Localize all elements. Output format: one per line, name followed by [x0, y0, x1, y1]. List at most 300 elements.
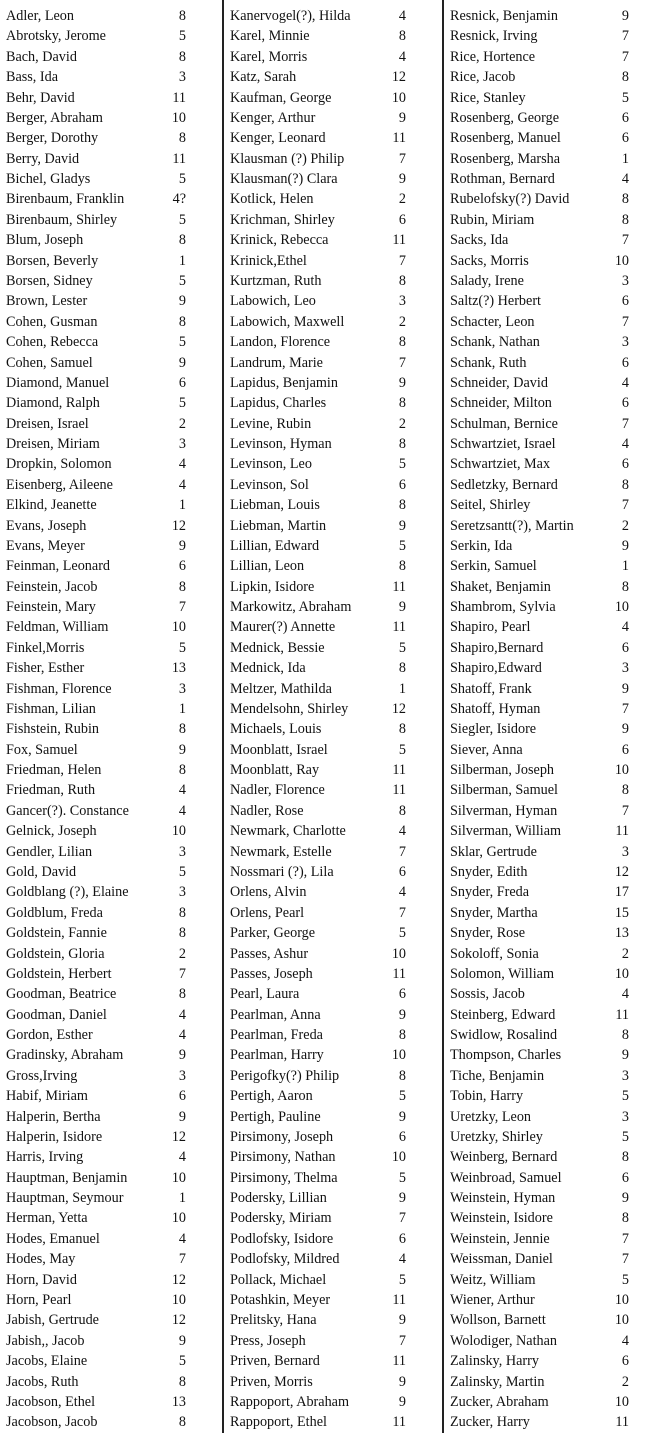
person-number: 7: [621, 48, 629, 65]
roster-row: [224, 699, 442, 719]
person-name: Weissman, Daniel: [450, 1251, 553, 1268]
roster-row: [0, 353, 222, 373]
person-number: 9: [398, 599, 406, 615]
person-number: 9: [178, 1047, 186, 1064]
person-number: 8: [621, 476, 629, 493]
person-name: Levinson, Sol: [230, 476, 309, 493]
person-number: 9: [621, 537, 629, 554]
person-name: Krichman, Shirley: [230, 211, 335, 228]
person-name: Meltzer, Mathilda: [230, 680, 332, 697]
roster-row: [0, 189, 222, 209]
person-number: 5: [178, 1353, 186, 1370]
roster-row: [0, 536, 222, 556]
person-number: 1: [178, 1190, 186, 1206]
roster-row: [444, 1086, 646, 1106]
roster-row: [0, 1249, 222, 1269]
roster-row: [0, 454, 222, 474]
person-number: 6: [621, 130, 629, 147]
roster-row: [224, 434, 442, 454]
person-name: Newmark, Charlotte: [230, 823, 346, 840]
roster-row: [0, 984, 222, 1004]
person-number: 9: [621, 680, 629, 697]
person-name: Shatoff, Frank: [450, 680, 532, 697]
person-name: Schneider, Milton: [450, 395, 552, 412]
person-number: 10: [171, 619, 186, 636]
roster-row: [224, 6, 442, 26]
person-name: Schacter, Leon: [450, 313, 535, 330]
roster-row: [444, 658, 646, 678]
person-number: 11: [392, 578, 406, 595]
roster-row: [0, 1310, 222, 1330]
person-number: 12: [391, 69, 406, 86]
person-number: 7: [398, 1210, 406, 1227]
person-number: 5: [398, 537, 406, 554]
person-name: Dreisen, Miriam: [6, 436, 100, 452]
person-name: Rothman, Bernard: [450, 171, 555, 187]
person-number: 8: [398, 1067, 406, 1084]
person-number: 10: [614, 1312, 629, 1329]
person-number: 4: [621, 436, 629, 452]
person-number: 8: [398, 436, 406, 452]
roster-row: [0, 1208, 222, 1228]
roster-row: [0, 719, 222, 739]
person-name: Borsen, Sidney: [6, 272, 93, 289]
person-number: 3: [178, 884, 186, 901]
person-number: 11: [392, 619, 406, 636]
person-name: Schwartziet, Max: [450, 456, 551, 473]
person-name: Seretzsantt(?), Martin: [450, 517, 574, 534]
roster-row: [0, 414, 222, 434]
person-name: Snyder, Martha: [450, 904, 538, 921]
roster-row: [444, 556, 646, 576]
roster-row: [224, 1086, 442, 1106]
person-name: Pirsimony, Nathan: [230, 1149, 336, 1166]
person-name: Cohen, Samuel: [6, 354, 93, 371]
person-number: 5: [178, 395, 186, 412]
person-number: 12: [391, 700, 406, 717]
person-name: Goodman, Daniel: [6, 1006, 107, 1023]
person-number: 8: [621, 69, 629, 86]
person-name: Zalinsky, Harry: [450, 1353, 539, 1370]
person-name: Berry, David: [6, 150, 80, 167]
person-number: 2: [398, 191, 406, 208]
person-number: 12: [614, 864, 629, 880]
person-number: 8: [178, 721, 186, 738]
roster-row: [0, 26, 222, 46]
person-number: 6: [621, 354, 629, 371]
roster-row: [224, 67, 442, 87]
person-number: 9: [398, 517, 406, 534]
person-number: 2: [621, 945, 629, 962]
roster-row: [0, 1168, 222, 1188]
roster-row: [444, 862, 646, 882]
roster-row: [0, 312, 222, 332]
person-number: 15: [614, 904, 629, 921]
person-number: 10: [171, 823, 186, 840]
person-name: Nossmari (?), Lila: [230, 864, 334, 880]
person-number: 3: [621, 843, 629, 860]
person-number: 12: [171, 517, 186, 534]
person-number: 8: [621, 578, 629, 595]
person-name: Krinick, Rebecca: [230, 232, 329, 249]
roster-row: [224, 1372, 442, 1392]
roster-row: [444, 1229, 646, 1249]
roster-row: [444, 1005, 646, 1025]
person-name: Podlofsky, Mildred: [230, 1251, 340, 1268]
person-name: Shambrom, Sylvia: [450, 599, 556, 615]
person-number: 13: [614, 925, 629, 942]
roster-row: [224, 944, 442, 964]
person-name: Berger, Dorothy: [6, 130, 99, 147]
person-name: Sacks, Ida: [450, 232, 509, 249]
roster-row: [224, 1290, 442, 1310]
person-name: Siegler, Isidore: [450, 721, 537, 738]
roster-row: [224, 1310, 442, 1330]
person-number: 9: [398, 109, 406, 126]
roster-row: [444, 353, 646, 373]
roster-row: [224, 495, 442, 515]
person-number: 6: [621, 639, 629, 656]
person-name: Feinstein, Mary: [6, 599, 96, 615]
person-name: Rappoport, Ethel: [230, 1414, 327, 1431]
roster-row: [224, 617, 442, 637]
person-name: Saltz(?) Herbert: [450, 293, 541, 310]
roster-row: [0, 128, 222, 148]
roster-row: [0, 271, 222, 291]
person-name: Halperin, Isidore: [6, 1128, 103, 1145]
roster-row: [0, 1290, 222, 1310]
person-name: Resnick, Benjamin: [450, 8, 558, 24]
person-name: Borsen, Beverly: [6, 252, 99, 269]
person-number: 8: [398, 721, 406, 738]
person-number: 10: [171, 1210, 186, 1227]
roster-row: [0, 1025, 222, 1045]
person-name: Rappoport, Abraham: [230, 1393, 349, 1410]
person-name: Maurer(?) Annette: [230, 619, 336, 636]
person-name: Herman, Yetta: [6, 1210, 88, 1227]
person-name: Swidlow, Rosalind: [450, 1027, 558, 1043]
person-name: Lipkin, Isidore: [230, 578, 315, 595]
person-number: 9: [398, 1393, 406, 1410]
person-number: 1: [178, 497, 186, 514]
person-name: Steinberg, Edward: [450, 1006, 556, 1023]
person-name: Gendler, Lilian: [6, 843, 93, 860]
roster-row: [444, 536, 646, 556]
person-number: 6: [621, 109, 629, 126]
person-number: 8: [398, 497, 406, 514]
person-name: Shaket, Benjamin: [450, 578, 551, 595]
person-number: 4: [621, 374, 629, 391]
roster-row: [0, 1351, 222, 1371]
person-name: Levinson, Hyman: [230, 436, 332, 452]
person-name: Snyder, Edith: [450, 864, 528, 880]
roster-row: [0, 495, 222, 515]
person-name: Silberman, Joseph: [450, 762, 555, 779]
person-name: Fishman, Florence: [6, 680, 112, 697]
person-name: Katz, Sarah: [230, 69, 297, 86]
person-number: 5: [178, 28, 186, 45]
person-number: 9: [178, 537, 186, 554]
person-number: 6: [621, 395, 629, 412]
roster-row: [444, 230, 646, 250]
roster-row: [0, 1147, 222, 1167]
person-name: Moonblatt, Israel: [230, 741, 328, 758]
person-name: Zucker, Abraham: [450, 1393, 549, 1410]
person-number: 9: [621, 1190, 629, 1206]
person-name: Uretzky, Shirley: [450, 1128, 543, 1145]
person-number: 8: [398, 28, 406, 45]
person-number: 7: [178, 965, 186, 982]
person-number: 9: [621, 1047, 629, 1064]
roster-row: [0, 6, 222, 26]
person-name: Rice, Jacob: [450, 69, 516, 86]
person-number: 7: [178, 599, 186, 615]
person-number: 9: [621, 8, 629, 24]
person-number: 3: [178, 69, 186, 86]
roster-row: [444, 128, 646, 148]
roster-row: [444, 393, 646, 413]
roster-row: [0, 1392, 222, 1412]
roster-row: [0, 373, 222, 393]
roster-row: [224, 189, 442, 209]
roster-row: [224, 780, 442, 800]
person-name: Gradinsky, Abraham: [6, 1047, 124, 1064]
person-name: Jacobson, Ethel: [6, 1393, 96, 1410]
roster-row: [224, 1045, 442, 1065]
roster-row: [444, 495, 646, 515]
person-number: 7: [398, 150, 406, 167]
person-name: Mendelsohn, Shirley: [230, 700, 349, 717]
roster-row: [444, 210, 646, 230]
roster-row: [224, 638, 442, 658]
person-name: Adler, Leon: [6, 8, 74, 24]
roster-row: [444, 1188, 646, 1208]
roster-row: [224, 88, 442, 108]
person-name: Finkel,Morris: [6, 639, 85, 656]
person-number: 8: [178, 925, 186, 942]
roster-row: [224, 312, 442, 332]
person-name: Priven, Bernard: [230, 1353, 320, 1370]
person-name: Lillian, Edward: [230, 537, 320, 554]
person-number: 4: [178, 1027, 186, 1043]
person-name: Klausman (?) Philip: [230, 150, 345, 167]
person-name: Tobin, Harry: [450, 1088, 524, 1105]
roster-row: [444, 434, 646, 454]
roster-row: [444, 1127, 646, 1147]
roster-row: [224, 108, 442, 128]
person-number: 7: [398, 252, 406, 269]
person-number: 5: [398, 1271, 406, 1288]
person-number: 5: [178, 639, 186, 656]
person-number: 5: [178, 171, 186, 187]
roster-row: [224, 740, 442, 760]
person-name: Zalinsky, Martin: [450, 1373, 545, 1390]
roster-row: [0, 210, 222, 230]
roster-row: [224, 128, 442, 148]
person-number: 9: [398, 374, 406, 391]
roster-row: [444, 108, 646, 128]
person-number: 9: [178, 354, 186, 371]
person-number: 8: [398, 395, 406, 412]
person-name: Kaufman, George: [230, 89, 332, 106]
person-name: Habif, Miriam: [6, 1088, 88, 1105]
roster-row: [444, 1025, 646, 1045]
person-number: 4: [398, 48, 406, 65]
person-number: 8: [178, 313, 186, 330]
person-name: Jabish,, Jacob: [6, 1332, 85, 1349]
person-number: 2: [398, 313, 406, 330]
person-number: 7: [621, 1230, 629, 1247]
person-name: Shapiro, Pearl: [450, 619, 531, 636]
roster-row: [444, 1168, 646, 1188]
roster-row: [0, 821, 222, 841]
person-name: Passes, Ashur: [230, 945, 309, 962]
person-name: Gross,Irving: [6, 1067, 78, 1084]
person-number: 8: [178, 8, 186, 24]
person-number: 7: [398, 843, 406, 860]
person-number: 6: [398, 986, 406, 1003]
person-number: 3: [178, 1067, 186, 1084]
person-name: Hauptman, Seymour: [6, 1190, 124, 1206]
person-name: Jacobs, Elaine: [6, 1353, 88, 1370]
person-name: Hauptman, Benjamin: [6, 1169, 128, 1186]
roster-row: [444, 312, 646, 332]
person-number: 8: [621, 1149, 629, 1166]
person-name: Rice, Hortence: [450, 48, 536, 65]
person-name: Serkin, Ida: [450, 537, 513, 554]
person-number: 10: [391, 1149, 406, 1166]
roster-row: [0, 597, 222, 617]
roster-row: [0, 964, 222, 984]
person-number: 4: [178, 802, 186, 819]
roster-row: [0, 740, 222, 760]
person-number: 7: [621, 232, 629, 249]
person-number: 11: [615, 1006, 629, 1023]
roster-row: [224, 169, 442, 189]
roster-row: [444, 964, 646, 984]
person-number: 4: [178, 1230, 186, 1247]
roster-row: [0, 475, 222, 495]
person-name: Cohen, Gusman: [6, 313, 98, 330]
person-number: 10: [391, 945, 406, 962]
roster-row: [444, 1412, 646, 1432]
person-number: 8: [621, 211, 629, 228]
person-number: 12: [171, 1271, 186, 1288]
person-name: Mednick, Ida: [230, 660, 306, 677]
person-name: Solomon, William: [450, 965, 555, 982]
roster-row: [0, 1107, 222, 1127]
person-name: Schank, Nathan: [450, 334, 540, 351]
person-name: Abrotsky, Jerome: [6, 28, 106, 45]
roster-row: [0, 1005, 222, 1025]
roster-row: [0, 944, 222, 964]
person-name: Horn, David: [6, 1271, 77, 1288]
person-number: 9: [178, 293, 186, 310]
person-number: 5: [621, 89, 629, 106]
roster-row: [444, 414, 646, 434]
person-name: Pertigh, Aaron: [230, 1088, 313, 1105]
roster-row: [224, 679, 442, 699]
person-number: 10: [614, 1291, 629, 1308]
person-name: Elkind, Jeanette: [6, 497, 97, 514]
person-number: 8: [178, 986, 186, 1003]
person-number: 6: [398, 1230, 406, 1247]
roster-row: [444, 454, 646, 474]
roster-row: [224, 149, 442, 169]
person-number: 12: [171, 1312, 186, 1329]
roster-row: [0, 516, 222, 536]
person-name: Horn, Pearl: [6, 1291, 72, 1308]
person-name: Sossis, Jacob: [450, 986, 525, 1003]
roster-row: [0, 1229, 222, 1249]
person-name: Rubelofsky(?) David: [450, 191, 570, 208]
person-number: 10: [391, 89, 406, 106]
roster-row: [224, 353, 442, 373]
roster-row: [224, 251, 442, 271]
person-name: Rosenberg, Manuel: [450, 130, 561, 147]
person-number: 4: [398, 1251, 406, 1268]
person-name: Dreisen, Israel: [6, 415, 89, 432]
person-number: 9: [398, 1312, 406, 1329]
person-number: 1: [178, 252, 186, 269]
person-number: 4: [398, 8, 406, 24]
roster-row: [444, 26, 646, 46]
person-number: 4: [398, 823, 406, 840]
person-number: 8: [398, 660, 406, 677]
person-name: Potashkin, Meyer: [230, 1291, 331, 1308]
person-name: Bach, David: [6, 48, 77, 65]
roster-row: [224, 1392, 442, 1412]
person-name: Perigofky(?) Philip: [230, 1067, 340, 1084]
roster-row: [444, 47, 646, 67]
person-name: Rosenberg, George: [450, 109, 560, 126]
person-number: 2: [398, 415, 406, 432]
person-name: Diamond, Ralph: [6, 395, 100, 412]
roster-row: [444, 6, 646, 26]
person-number: 10: [614, 1393, 629, 1410]
roster-row: [0, 801, 222, 821]
person-number: 10: [614, 762, 629, 779]
person-name: Gancer(?). Constance: [6, 802, 129, 819]
person-number: 8: [621, 1210, 629, 1227]
person-number: 7: [621, 415, 629, 432]
person-name: Rubin, Miriam: [450, 211, 535, 228]
person-name: Zucker, Harry: [450, 1414, 530, 1431]
roster-row: [0, 923, 222, 943]
person-name: Cohen, Rebecca: [6, 334, 99, 351]
person-number: 8: [398, 802, 406, 819]
roster-row: [0, 617, 222, 637]
person-number: 8: [398, 334, 406, 351]
person-number: 7: [621, 313, 629, 330]
roster-row: [224, 556, 442, 576]
roster-row: [224, 414, 442, 434]
roster-row: [224, 1249, 442, 1269]
person-name: Kotlick, Helen: [230, 191, 314, 208]
person-number: 5: [621, 1128, 629, 1145]
roster-row: [444, 169, 646, 189]
roster-row: [224, 475, 442, 495]
roster-row: [224, 1168, 442, 1188]
person-number: 2: [621, 517, 629, 534]
roster-row: [444, 1372, 646, 1392]
roster-row: [224, 26, 442, 46]
person-number: 9: [398, 1108, 406, 1125]
roster-row: [444, 1208, 646, 1228]
person-name: Klausman(?) Clara: [230, 171, 338, 187]
person-number: 9: [398, 1373, 406, 1390]
person-number: 5: [398, 925, 406, 942]
